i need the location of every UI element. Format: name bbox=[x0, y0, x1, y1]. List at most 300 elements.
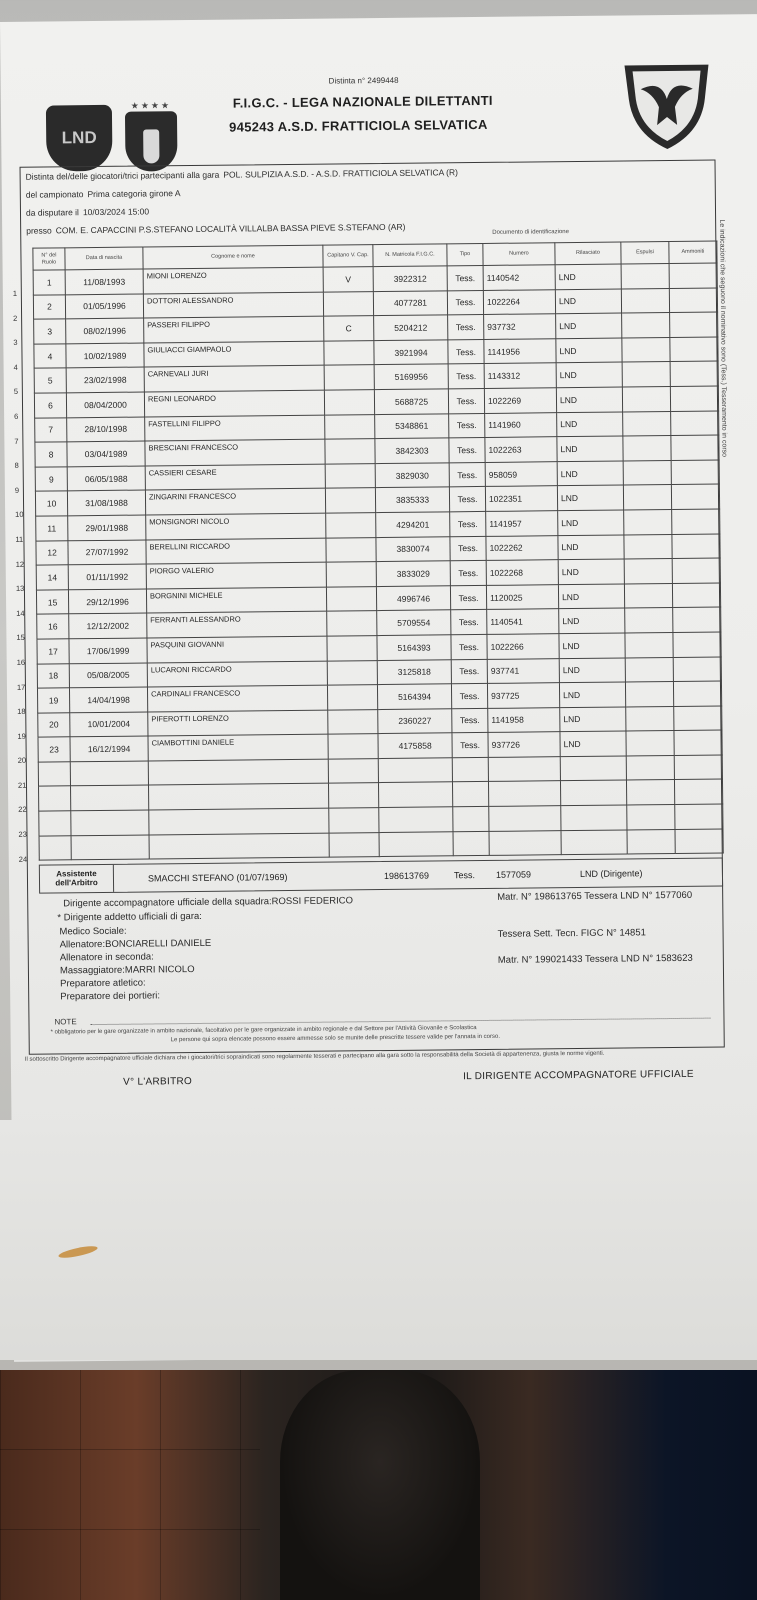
player-name: FASTELLINI FILIPPO bbox=[145, 415, 325, 441]
row-index: 6 bbox=[14, 411, 19, 421]
players-table bbox=[32, 241, 723, 861]
player-espulsi bbox=[623, 436, 671, 461]
player-matricola bbox=[379, 807, 453, 832]
player-doc-type: Tess. bbox=[449, 462, 485, 487]
player-espulsi bbox=[624, 583, 672, 608]
player-ammoniti bbox=[673, 681, 721, 706]
player-shirt-number: 20 bbox=[38, 712, 70, 737]
row-index: 21 bbox=[17, 780, 27, 790]
player-matricola: 3835333 bbox=[375, 487, 449, 512]
date-info: da disputare il 10/03/2024 15:00 bbox=[25, 206, 150, 218]
player-matricola: 3833029 bbox=[376, 561, 450, 586]
player-matricola: 2360227 bbox=[378, 708, 452, 733]
player-birth-date: 16/12/1994 bbox=[70, 736, 148, 761]
referee-signature-label: V° L'ARBITRO bbox=[123, 1076, 193, 1088]
row-index: 1 bbox=[12, 288, 18, 298]
player-matricola bbox=[379, 831, 453, 856]
player-birth-date: 01/05/1996 bbox=[65, 294, 143, 319]
row-index: 9 bbox=[14, 485, 20, 495]
player-ammoniti bbox=[672, 509, 720, 534]
player-captain bbox=[326, 562, 376, 587]
player-matricola bbox=[378, 782, 452, 807]
player-birth-date bbox=[71, 835, 149, 860]
dirigente-line: Dirigente accompagnatore ufficiale della squadra:ROSSI FEDERICO bbox=[63, 895, 353, 910]
player-doc-number: 1022264 bbox=[483, 289, 555, 314]
player-espulsi bbox=[627, 805, 675, 830]
player-ammoniti bbox=[675, 829, 723, 854]
player-shirt-number: 16 bbox=[37, 614, 69, 639]
player-name: ZINGARINI FRANCESCO bbox=[145, 488, 325, 514]
player-matricola: 3921994 bbox=[374, 340, 448, 365]
player-name: CASSIERI CESARE bbox=[145, 464, 325, 490]
player-ammoniti bbox=[671, 411, 719, 436]
assistant-doc-type: Tess. bbox=[453, 870, 476, 881]
player-doc-issuer: LND bbox=[556, 387, 622, 412]
player-birth-date: 31/08/1988 bbox=[67, 490, 145, 515]
notes-label: NOTE bbox=[54, 1017, 77, 1027]
row-index: 3 bbox=[13, 338, 18, 348]
fine-print-3: Il sottoscritto Dirigente accompagnatore ufficiale dichiara che i giocatori/trici sopraindicati sono regolarmente tesserati e partecipano alla gara sotto la responsabilità della Società di appartenenza, giusta le norme vigenti. bbox=[24, 1050, 605, 1063]
player-doc-number: 1141958 bbox=[488, 707, 560, 732]
player-name: PIFEROTTI LORENZO bbox=[148, 710, 328, 736]
player-shirt-number: 11 bbox=[36, 516, 68, 541]
player-ammoniti bbox=[671, 435, 719, 460]
player-doc-number: 1141960 bbox=[485, 412, 557, 437]
player-shirt-number: 17 bbox=[37, 639, 69, 664]
player-espulsi bbox=[626, 731, 674, 756]
player-name bbox=[149, 784, 329, 810]
player-doc-issuer: LND bbox=[558, 559, 624, 584]
fine-print-2: Le persone qui sopra elencate possono essere ammesse solo se munite delle prescritte tessere valide per l'annata in corso. bbox=[170, 1033, 501, 1044]
row-index: 2 bbox=[13, 313, 18, 323]
player-ammoniti bbox=[670, 312, 718, 337]
player-birth-date: 11/08/1993 bbox=[65, 269, 143, 294]
player-name: CARDINALI FRANCESCO bbox=[147, 685, 327, 711]
player-captain bbox=[327, 611, 377, 636]
player-doc-number: 1140541 bbox=[487, 609, 559, 634]
player-doc-issuer: LND bbox=[556, 362, 622, 387]
row-index: 14 bbox=[16, 608, 25, 618]
player-birth-date: 29/01/1988 bbox=[68, 515, 146, 540]
row-index: 11 bbox=[15, 534, 24, 544]
player-doc-number: 937725 bbox=[487, 683, 559, 708]
player-name: FERRANTI ALESSANDRO bbox=[147, 611, 327, 637]
player-shirt-number bbox=[39, 835, 71, 860]
player-captain bbox=[325, 463, 375, 488]
player-espulsi bbox=[626, 706, 674, 731]
player-captain: C bbox=[324, 316, 374, 341]
player-captain bbox=[323, 291, 373, 316]
player-matricola: 3842303 bbox=[375, 438, 449, 463]
player-doc-number: 1022262 bbox=[486, 535, 558, 560]
player-doc-number: 1141957 bbox=[486, 511, 558, 536]
player-doc-number: 1022263 bbox=[485, 437, 557, 462]
assistant-name: SMACCHI STEFANO (01/07/1969) bbox=[147, 872, 288, 884]
player-doc-type bbox=[452, 757, 488, 782]
player-shirt-number: 15 bbox=[36, 590, 68, 615]
row-index: 8 bbox=[14, 460, 19, 471]
player-birth-date: 10/01/2004 bbox=[70, 712, 148, 737]
col-captain: Capitano V. Cap. bbox=[323, 245, 373, 268]
player-doc-type: Tess. bbox=[449, 413, 485, 438]
col-matricola: N. Matricola F.I.G.C. bbox=[373, 244, 447, 267]
player-name: REGNI LEONARDO bbox=[144, 390, 324, 416]
player-espulsi bbox=[624, 559, 672, 584]
player-name: CARNEVALI JURI bbox=[144, 365, 324, 391]
massaggiatore-matricola: Matr. N° 199021433 Tessera LND N° 1583623 bbox=[497, 952, 693, 966]
player-doc-number bbox=[488, 781, 560, 806]
player-espulsi bbox=[625, 682, 673, 707]
player-doc-type: Tess. bbox=[449, 487, 485, 512]
lnd-logo bbox=[46, 105, 113, 172]
player-birth-date: 28/10/1998 bbox=[67, 417, 145, 442]
player-doc-issuer: LND bbox=[557, 412, 623, 437]
row-index: 24 bbox=[18, 854, 28, 864]
player-doc-number: 1143312 bbox=[484, 363, 556, 388]
player-shirt-number: 23 bbox=[38, 737, 70, 762]
dirigente-signature-label: IL DIRIGENTE ACCOMPAGNATORE UFFICIALE bbox=[463, 1068, 694, 1083]
player-espulsi bbox=[624, 509, 672, 534]
player-name: MIONI LORENZO bbox=[143, 267, 323, 293]
player-doc-number: 1022351 bbox=[485, 486, 557, 511]
col-number: Numero bbox=[483, 243, 555, 266]
player-shirt-number: 18 bbox=[37, 663, 69, 688]
player-name: GIULIACCI GIAMPAOLO bbox=[144, 341, 324, 367]
player-matricola: 3829030 bbox=[375, 463, 449, 488]
player-espulsi bbox=[623, 411, 671, 436]
player-birth-date: 23/02/1998 bbox=[66, 367, 144, 392]
player-doc-issuer: LND bbox=[555, 264, 621, 289]
player-shirt-number bbox=[39, 811, 71, 836]
player-doc-issuer bbox=[560, 756, 626, 781]
allenatore-line: Allenatore:BONCIARELLI DANIELE bbox=[59, 937, 212, 951]
player-captain bbox=[328, 734, 378, 759]
championship-info: del campionato Prima categoria girone A bbox=[25, 188, 181, 200]
player-name: LUCARONI RICCARDO bbox=[147, 661, 327, 687]
player-ammoniti bbox=[671, 484, 719, 509]
player-espulsi bbox=[622, 362, 670, 387]
player-espulsi bbox=[622, 386, 670, 411]
preparatore-line: Preparatore atletico: bbox=[60, 977, 146, 990]
player-captain bbox=[324, 340, 374, 365]
assistant-issuer: LND (Dirigente) bbox=[579, 868, 643, 879]
player-ammoniti bbox=[669, 288, 717, 313]
player-doc-type: Tess. bbox=[450, 585, 486, 610]
medico-line: Medico Sociale: bbox=[59, 925, 127, 938]
row-index: 13 bbox=[15, 583, 25, 593]
player-matricola: 4294201 bbox=[376, 512, 450, 537]
player-birth-date: 06/05/1988 bbox=[67, 466, 145, 491]
player-matricola bbox=[378, 758, 452, 783]
player-doc-number: 937726 bbox=[488, 732, 560, 757]
player-doc-number: 937741 bbox=[487, 658, 559, 683]
player-ammoniti bbox=[670, 337, 718, 362]
player-doc-issuer bbox=[561, 805, 627, 830]
player-ammoniti bbox=[674, 730, 722, 755]
player-captain bbox=[324, 390, 374, 415]
player-espulsi bbox=[623, 460, 671, 485]
player-espulsi bbox=[627, 829, 675, 854]
player-name: BRESCIANI FRANCESCO bbox=[145, 439, 325, 465]
player-birth-date bbox=[70, 761, 148, 786]
player-ammoniti bbox=[670, 386, 718, 411]
player-doc-type: Tess. bbox=[447, 265, 483, 290]
player-captain bbox=[328, 758, 378, 783]
player-ammoniti bbox=[675, 804, 723, 829]
player-ammoniti bbox=[673, 607, 721, 632]
player-shirt-number: 7 bbox=[35, 417, 67, 442]
player-captain bbox=[326, 586, 376, 611]
venue-info: presso COM. E. CAPACCINI P.S.STEFANO LOCALITÀ VILLALBA BASSA PIEVE S.STEFANO (AR) bbox=[26, 221, 406, 236]
player-doc-type: Tess. bbox=[447, 290, 483, 315]
player-name: MONSIGNORI NICOLO bbox=[146, 513, 326, 539]
player-name: DOTTORI ALESSANDRO bbox=[143, 292, 323, 318]
player-matricola: 5688725 bbox=[374, 389, 448, 414]
assistant-label: Assistente dell'Arbitro bbox=[40, 865, 114, 893]
row-index: 10 bbox=[15, 510, 24, 520]
federation-title: F.I.G.C. - LEGA NAZIONALE DILETTANTI bbox=[232, 92, 493, 111]
player-matricola: 3125818 bbox=[377, 659, 451, 684]
allenatore2-line: Allenatore in seconda: bbox=[59, 951, 154, 964]
player-doc-issuer: LND bbox=[559, 633, 625, 658]
player-captain bbox=[326, 513, 376, 538]
player-espulsi bbox=[622, 337, 670, 362]
player-doc-number: 1141956 bbox=[484, 338, 556, 363]
player-doc-number: 1022268 bbox=[486, 560, 558, 585]
row-index: 20 bbox=[17, 756, 27, 766]
player-birth-date: 10/02/1989 bbox=[66, 343, 144, 368]
row-index: 16 bbox=[16, 657, 26, 667]
player-birth-date: 17/06/1999 bbox=[69, 638, 147, 663]
player-doc-type: Tess. bbox=[449, 438, 485, 463]
player-doc-issuer: LND bbox=[560, 731, 626, 756]
player-matricola: 5169956 bbox=[374, 364, 448, 389]
player-captain bbox=[327, 685, 377, 710]
player-matricola: 3922312 bbox=[373, 266, 447, 291]
player-shirt-number: 4 bbox=[34, 344, 66, 369]
player-doc-type: Tess. bbox=[450, 511, 486, 536]
player-captain bbox=[326, 537, 376, 562]
col-name: Cognome e nome bbox=[143, 245, 323, 269]
player-matricola: 4996746 bbox=[376, 586, 450, 611]
player-name: PASQUINI GIOVANNI bbox=[147, 636, 327, 662]
allenatore-tessera: Tessera Sett. Tecn. FIGC N° 14851 bbox=[497, 927, 646, 940]
player-doc-number bbox=[488, 757, 560, 782]
fine-print-1: * obbligatorio per le gare organizzate in ambito nazionale, facoltativo per le gare organizzate in ambito regionale e dal Settore per l'Attività Giovanile e Scolastica bbox=[50, 1025, 477, 1036]
player-captain bbox=[329, 832, 379, 857]
player-doc-type: Tess. bbox=[451, 684, 487, 709]
col-ammoniti: Ammoniti bbox=[669, 241, 717, 264]
player-doc-number: 937732 bbox=[484, 314, 556, 339]
player-doc-issuer: LND bbox=[558, 535, 624, 560]
player-ammoniti bbox=[673, 632, 721, 657]
player-espulsi bbox=[625, 632, 673, 657]
player-doc-issuer: LND bbox=[560, 707, 626, 732]
player-doc-number: 1022266 bbox=[487, 634, 559, 659]
player-captain bbox=[324, 365, 374, 390]
player-birth-date: 03/04/1989 bbox=[67, 441, 145, 466]
player-espulsi bbox=[623, 485, 671, 510]
player-captain bbox=[329, 808, 379, 833]
player-espulsi bbox=[625, 657, 673, 682]
player-name: BERELLINI RICCARDO bbox=[146, 538, 326, 564]
player-espulsi bbox=[621, 288, 669, 313]
player-espulsi bbox=[622, 313, 670, 338]
assistant-matricola: 198613769 bbox=[383, 870, 430, 882]
assistant-doc-number: 1577059 bbox=[495, 869, 532, 880]
player-captain bbox=[328, 783, 378, 808]
player-espulsi bbox=[626, 755, 674, 780]
row-index: 23 bbox=[18, 829, 27, 839]
player-birth-date: 12/12/2002 bbox=[69, 613, 147, 638]
italia-logo bbox=[125, 100, 178, 171]
player-matricola: 5164394 bbox=[377, 684, 451, 709]
player-doc-number: 1140542 bbox=[483, 265, 555, 290]
player-shirt-number bbox=[38, 762, 70, 787]
col-shirt: N° del Ruolo bbox=[33, 248, 65, 270]
player-name: BORGNINI MICHELE bbox=[146, 587, 326, 613]
portieri-line: Preparatore dei portieri: bbox=[60, 990, 161, 1003]
player-doc-type: Tess. bbox=[448, 315, 484, 340]
player-doc-type: Tess. bbox=[452, 708, 488, 733]
club-eagle-logo bbox=[620, 59, 713, 152]
row-index: 4 bbox=[13, 362, 18, 372]
player-doc-issuer: LND bbox=[558, 510, 624, 535]
player-espulsi bbox=[626, 780, 674, 805]
player-name: PASSERI FILIPPO bbox=[144, 316, 324, 342]
doc-group-header: Documento di identificazione bbox=[492, 229, 569, 236]
player-shirt-number: 10 bbox=[35, 491, 67, 516]
player-name: CIAMBOTTINI DANIELE bbox=[148, 734, 328, 760]
player-matricola: 4175858 bbox=[378, 733, 452, 758]
col-issuer: Rilasciato bbox=[555, 242, 621, 265]
player-doc-type: Tess. bbox=[448, 388, 484, 413]
italia-stars: ★★★★ bbox=[130, 100, 172, 111]
player-matricola: 5204212 bbox=[374, 315, 448, 340]
player-doc-issuer: LND bbox=[558, 584, 624, 609]
player-ammoniti bbox=[674, 706, 722, 731]
player-birth-date: 08/02/1996 bbox=[66, 318, 144, 343]
player-doc-type: Tess. bbox=[452, 733, 488, 758]
player-captain bbox=[328, 709, 378, 734]
row-index: 12 bbox=[15, 559, 25, 569]
addetto-line: * Dirigente addetto ufficiali di gara: bbox=[57, 910, 202, 924]
massaggiatore-line: Massaggiatore:MARRI NICOLO bbox=[59, 964, 195, 977]
row-index: 15 bbox=[16, 633, 25, 643]
player-name bbox=[148, 759, 328, 785]
player-doc-number bbox=[489, 830, 561, 855]
paper-lower-area bbox=[0, 1120, 757, 1360]
player-ammoniti bbox=[672, 558, 720, 583]
player-doc-type: Tess. bbox=[450, 561, 486, 586]
player-shirt-number bbox=[39, 786, 71, 811]
side-note: Le indicazioni che seguono il nominativo sono (Tess.) Tesseramento in corso bbox=[718, 219, 728, 458]
player-doc-issuer bbox=[561, 830, 627, 855]
player-espulsi bbox=[625, 608, 673, 633]
player-ammoniti bbox=[670, 361, 718, 386]
col-espulsi: Espulsi bbox=[621, 242, 669, 265]
player-doc-issuer: LND bbox=[556, 338, 622, 363]
player-name bbox=[149, 808, 329, 834]
player-doc-issuer bbox=[560, 780, 626, 805]
player-doc-number bbox=[489, 806, 561, 831]
player-shirt-number: 2 bbox=[33, 294, 65, 319]
player-shirt-number: 5 bbox=[34, 368, 66, 393]
player-shirt-number: 1 bbox=[33, 270, 65, 295]
player-matricola: 4077281 bbox=[373, 290, 447, 315]
player-espulsi bbox=[624, 534, 672, 559]
player-shirt-number: 19 bbox=[37, 688, 69, 713]
player-doc-issuer: LND bbox=[559, 682, 625, 707]
player-shirt-number: 3 bbox=[34, 319, 66, 344]
player-birth-date: 27/07/1992 bbox=[68, 540, 146, 565]
player-birth-date: 29/12/1996 bbox=[68, 589, 146, 614]
player-doc-type: Tess. bbox=[451, 634, 487, 659]
col-type: Tipo bbox=[447, 243, 483, 265]
row-index: 18 bbox=[17, 706, 26, 716]
player-doc-type: Tess. bbox=[451, 610, 487, 635]
player-doc-number: 1022269 bbox=[484, 388, 556, 413]
player-matricola: 5164393 bbox=[377, 635, 451, 660]
player-ammoniti bbox=[672, 583, 720, 608]
row-index: 5 bbox=[13, 387, 19, 397]
player-shirt-number: 8 bbox=[35, 442, 67, 467]
player-matricola: 3830074 bbox=[376, 536, 450, 561]
player-doc-issuer: LND bbox=[557, 485, 623, 510]
player-shirt-number: 6 bbox=[34, 393, 66, 418]
player-birth-date: 05/08/2005 bbox=[69, 662, 147, 687]
row-index: 17 bbox=[16, 682, 26, 692]
shoe bbox=[280, 1370, 480, 1600]
row-index: 7 bbox=[14, 436, 19, 446]
player-name bbox=[149, 833, 329, 859]
player-ammoniti bbox=[674, 779, 722, 804]
match-info: Distinta del/delle giocatori/trici partecipanti alla gara POL. SULPIZIA A.S.D. - A.S.D. FRATTICIOLA SELVATICA (R) bbox=[25, 167, 458, 182]
player-birth-date bbox=[71, 785, 149, 810]
floor-background bbox=[0, 1370, 757, 1600]
player-doc-type bbox=[453, 831, 489, 856]
row-index: 19 bbox=[17, 731, 26, 741]
player-captain bbox=[325, 414, 375, 439]
lnd-logo-text: LND bbox=[61, 127, 97, 148]
player-ammoniti bbox=[669, 263, 717, 288]
player-doc-type: Tess. bbox=[448, 339, 484, 364]
player-captain bbox=[325, 439, 375, 464]
club-title: 945243 A.S.D. FRATTICIOLA SELVATICA bbox=[229, 116, 488, 135]
player-doc-issuer: LND bbox=[556, 313, 622, 338]
dirigente-matricola: Matr. N° 198613765 Tessera LND N° 1577060 bbox=[497, 889, 693, 903]
player-doc-type bbox=[452, 782, 488, 807]
player-doc-issuer: LND bbox=[559, 608, 625, 633]
player-doc-number: 958059 bbox=[485, 461, 557, 486]
player-birth-date: 08/04/2000 bbox=[66, 392, 144, 417]
player-ammoniti bbox=[671, 460, 719, 485]
player-espulsi bbox=[621, 264, 669, 289]
player-doc-issuer: LND bbox=[555, 289, 621, 314]
player-doc-issuer: LND bbox=[557, 436, 623, 461]
player-captain bbox=[327, 660, 377, 685]
player-doc-number: 1120025 bbox=[486, 584, 558, 609]
player-doc-type bbox=[453, 806, 489, 831]
row-index: 22 bbox=[18, 805, 27, 815]
player-ammoniti bbox=[672, 534, 720, 559]
player-name: PIORGO VALERIO bbox=[146, 562, 326, 588]
player-shirt-number: 9 bbox=[35, 467, 67, 492]
player-matricola: 5348861 bbox=[375, 413, 449, 438]
player-doc-type: Tess. bbox=[448, 364, 484, 389]
player-doc-type: Tess. bbox=[450, 536, 486, 561]
player-doc-issuer: LND bbox=[559, 657, 625, 682]
